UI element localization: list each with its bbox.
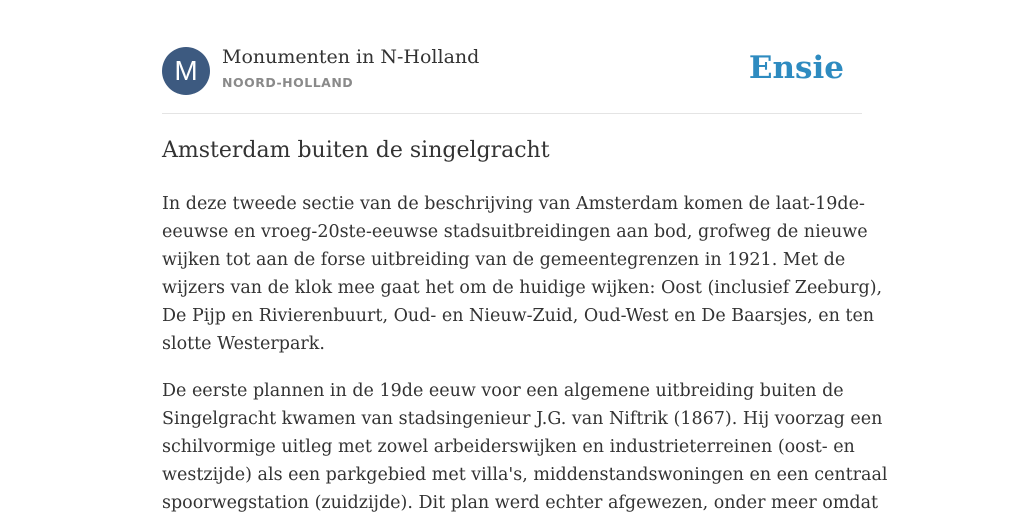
paragraph-line: spoorwegstation (zuidzijde). Dit plan werd echter afgewezen, onder meer omdat xyxy=(162,493,879,512)
paragraph-line: schilvormige uitleg met zowel arbeiderswijken en industrieterreinen (oost- en xyxy=(162,437,855,457)
ensie-logo[interactable]: Ensie xyxy=(748,50,844,86)
site-header xyxy=(162,46,862,96)
paragraph-line: De eerste plannen in de 19de eeuw voor een algemene uitbreiding buiten de xyxy=(162,381,844,401)
paragraph-1 xyxy=(162,190,883,358)
article-body xyxy=(162,190,888,512)
avatar[interactable]: M xyxy=(162,47,210,95)
paragraph-2 xyxy=(162,377,888,512)
paragraph-line: De Pijp en Rivierenbuurt, Oud- en Nieuw-Zuid, Oud-West en De Baarsjes, en ten xyxy=(162,306,875,326)
paragraph-line: wijzers van de klok mee gaat het om de huidige wijken: Oost (inclusief Zeeburg), xyxy=(162,278,883,298)
article-title: Amsterdam buiten de singelgracht xyxy=(162,138,550,163)
paragraph-line: eeuwse en vroeg-20ste-eeuwse stadsuitbreidingen aan bod, grofweg de nieuwe xyxy=(162,222,868,242)
paragraph-line: slotte Westerpark. xyxy=(162,334,325,354)
header-divider xyxy=(162,113,862,114)
paragraph-line: westzijde) als een parkgebied met villa's, middenstandswoningen en een centraal xyxy=(162,465,888,485)
paragraph-line: Singelgracht kwamen van stadsingenieur J.G. van Niftrik (1867). Hij voorzag een xyxy=(162,409,883,429)
site-subtitle[interactable]: NOORD-HOLLAND xyxy=(222,75,354,90)
paragraph-line: In deze tweede sectie van de beschrijving van Amsterdam komen de laat-19de- xyxy=(162,194,865,214)
paragraph-line: wijken tot aan de forse uitbreiding van de gemeentegrenzen in 1921. Met de xyxy=(162,250,846,270)
site-title[interactable]: Monumenten in N-Holland xyxy=(222,46,480,68)
